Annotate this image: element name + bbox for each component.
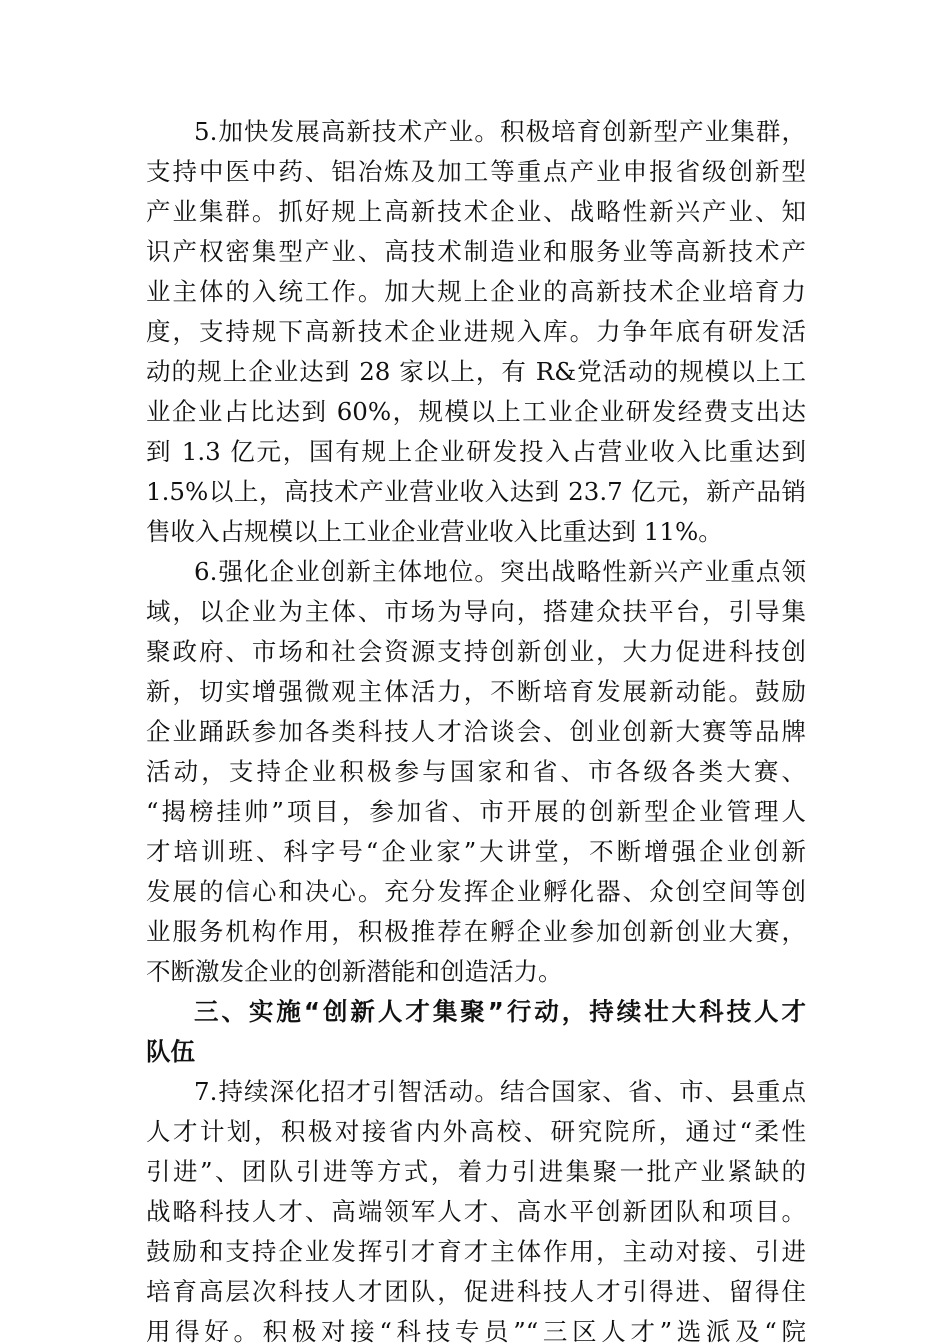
paragraph-7-line-5: 鼓励和支持企业发挥引才育才主体作用，主动对接、引进	[146, 1237, 806, 1266]
paragraph-7-line-7: 用得好。积极对接“科技专员”“三区人才”选派及“院	[146, 1317, 806, 1344]
paragraph-5-line-11: 售收入占规模以上工业企业营业收入比重达到 11%。	[146, 517, 723, 546]
paragraph-6-line-10: 业服务机构作用，积极推荐在孵企业参加创新创业大赛，	[146, 917, 806, 946]
section-heading-line-2: 队伍	[146, 1037, 195, 1066]
paragraph-5-line-8: 业企业占比达到 60%，规模以上工业企业研发经费支出达	[146, 397, 806, 426]
paragraph-7-line-1: 7.持续深化招才引智活动。结合国家、省、市、县重点	[194, 1077, 806, 1106]
paragraph-5-line-5: 业主体的入统工作。加大规上企业的高新技术企业培育力	[146, 277, 806, 306]
paragraph-6-line-11: 不断激发企业的创新潜能和创造活力。	[146, 957, 563, 986]
paragraph-7-line-4: 战略科技人才、高端领军人才、高水平创新团队和项目。	[146, 1197, 806, 1226]
paragraph-5-line-9: 到 1.3 亿元，国有规上企业研发投入占营业收入比重达到	[146, 437, 806, 466]
paragraph-6-line-2: 域，以企业为主体、市场为导向，搭建众扶平台，引导集	[146, 597, 806, 626]
paragraph-6-line-3: 聚政府、市场和社会资源支持创新创业，大力促进科技创	[146, 637, 806, 666]
paragraph-6-line-5: 企业踊跃参加各类科技人才洽谈会、创业创新大赛等品牌	[146, 717, 806, 746]
paragraph-6-line-7: “揭榜挂帅”项目，参加省、市开展的创新型企业管理人	[146, 797, 806, 826]
paragraph-6-line-8: 才培训班、科字号“企业家”大讲堂，不断增强企业创新	[146, 837, 806, 866]
paragraph-5-line-3: 产业集群。抓好规上高新技术企业、战略性新兴产业、知	[146, 197, 806, 226]
paragraph-6-line-1: 6.强化企业创新主体地位。突出战略性新兴产业重点领	[194, 557, 806, 586]
paragraph-5-line-4: 识产权密集型产业、高技术制造业和服务业等高新技术产	[146, 237, 806, 266]
paragraph-6-line-9: 发展的信心和决心。充分发挥企业孵化器、众创空间等创	[146, 877, 806, 906]
paragraph-5-line-1: 5.加快发展高新技术产业。积极培育创新型产业集群，	[194, 117, 806, 146]
paragraph-7-line-3: 引进”、团队引进等方式，着力引进集聚一批产业紧缺的	[146, 1157, 806, 1186]
section-heading-line-1: 三、实施“创新人才集聚”行动，持续壮大科技人才	[194, 997, 806, 1026]
paragraph-5-line-6: 度，支持规下高新技术企业进规入库。力争年底有研发活	[146, 317, 806, 346]
paragraph-6-line-4: 新，切实增强微观主体活力，不断培育发展新动能。鼓励	[146, 677, 806, 706]
paragraph-5-line-10: 1.5%以上，高技术产业营业收入达到 23.7 亿元，新产品销	[146, 477, 806, 506]
paragraph-5-line-7: 动的规上企业达到 28 家以上，有 R&党活动的规模以上工	[146, 357, 806, 386]
paragraph-7-line-2: 人才计划，积极对接省内外高校、研究院所，通过“柔性	[146, 1117, 806, 1146]
paragraph-5-line-2: 支持中医中药、铝冶炼及加工等重点产业申报省级创新型	[146, 157, 806, 186]
paragraph-7-line-6: 培育高层次科技人才团队，促进科技人才引得进、留得住	[146, 1277, 806, 1306]
paragraph-6-line-6: 活动，支持企业积极参与国家和省、市各级各类大赛、	[146, 757, 806, 786]
